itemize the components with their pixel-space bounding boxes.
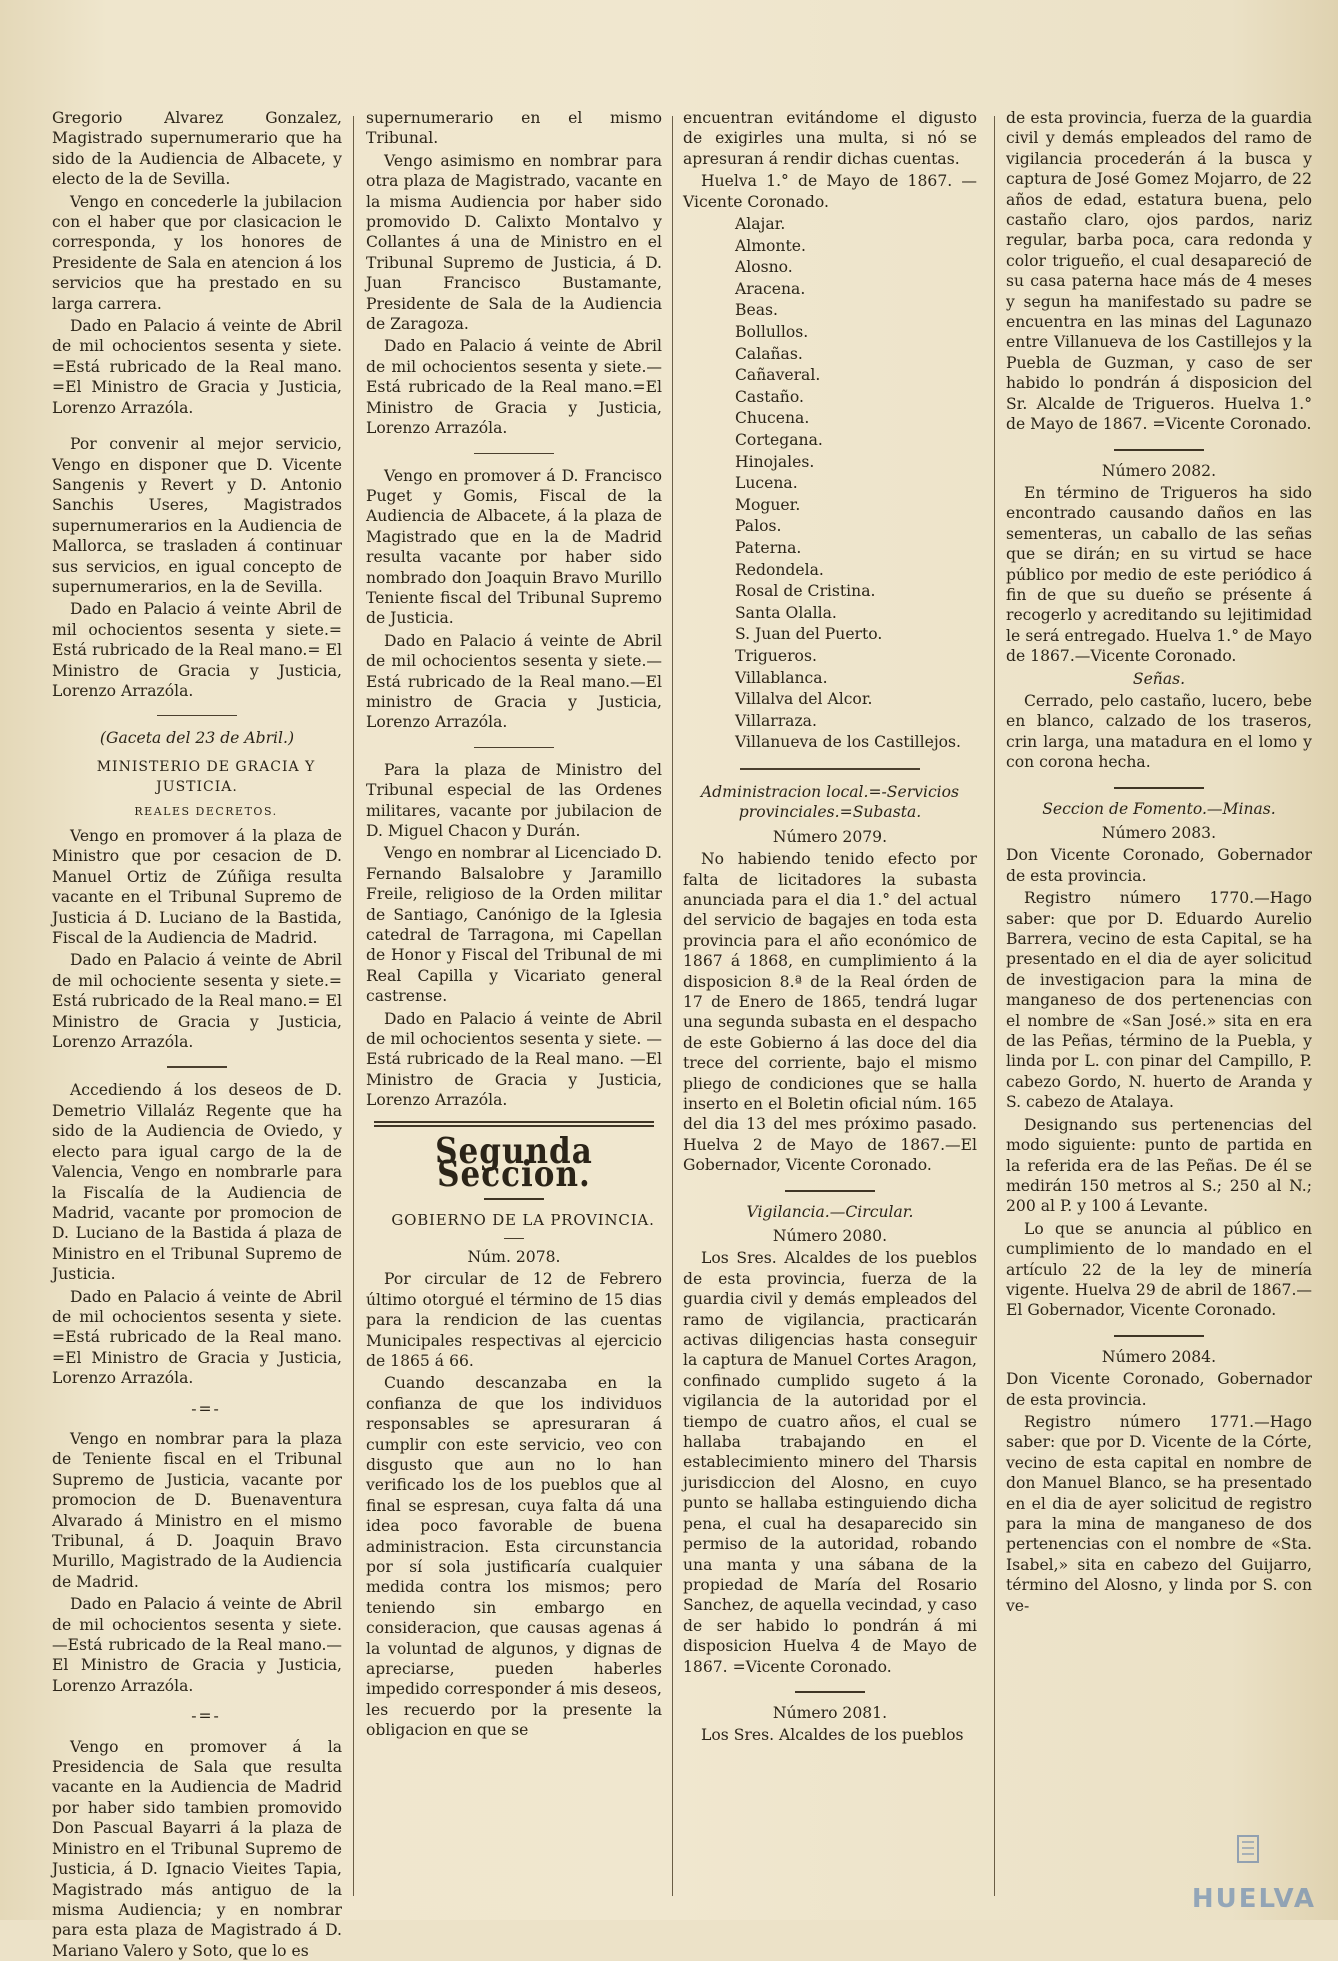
town-list-item: Alosno. [735, 258, 793, 277]
paragraph: de esta provincia, fuerza de la guardia civil y demás empleados del ramo de vigilancia procederán á la busca y captura de José Gomez Mojarro, de 22 años de edad, estatura buena, pelo castaño claro, ojos pardos, nariz regular, barba poca, cara redonda y color trigueño, el cual desapareció de su casa paterna hace más de 4 meses y segun ha manifestado su padre se encuentra en las minas del Lagunazo entre Villanueva de los Castillejos y la Puebla de Guzman, y caso de ser habido lo pondrán á disposicion del Sr. Alcalde de Trigueros. Huelva 1.° de Mayo de 1867. =Vicente Coronado. [1006, 109, 1312, 434]
paragraph: Registro número 1770.—Hago saber: que por D. Eduardo Aurelio Barrera, vecino de esta Capital, se ha presentado en el dia de ayer solicitud de investigacion para la mina de manganeso de dos pertenencias con el nombre de «San José.» sita en era de las Peñas, término de la Puebla, y linda por L. con pinar del Campillo, P. cabezo Gordo, N. huerto de Aranda y S. cabezo de Atalaya. [1006, 889, 1312, 1112]
town-list-item: Lucena. [735, 474, 798, 493]
government-heading: GOBIERNO DE LA PROVINCIA. [391, 1210, 655, 1229]
paragraph: Vengo en concederle la jubilacion con el haber que por clasicacion le corresponda, y los honores de Presidente de Sala en atencion á los servicios que ha prestado en su larga carrera. [52, 192, 342, 313]
paragraph: Los Sres. Alcaldes de los pueblos de esta provincia, fuerza de la guardia civil y demás empleados del ramo de vigilancia, practicarán activas diligencias hasta conseguir la captura de Manuel Cortes Aragon, confinado cumplido sugeto á la vigilancia de la autoridad por el tiempo de cuatro años, el cual se hallaba trabajando en el establecimiento minero del Tharsis jurisdiccion del Alosno, en cuyo punto se hallaba estinguiendo dicha pena, el cual ha desaparecido sin permiso de la autoridad, robando una manta y una sábana de la propiedad de María del Rosario Sanchez, de aquella vecindad, y caso de ser habido lo pondrán á mi disposicion Huelva 4 de Mayo de 1867. =Vicente Coronado. [683, 1249, 977, 1676]
paragraph: Para la plaza de Ministro del Tribunal especial de las Ordenes militares, vacante por jubilacion de D. Miguel Chacon y Durán. [366, 760, 662, 840]
paragraph: Vengo en promover á la plaza de Ministro que por cesacion de D. Manuel Ortiz de Zúñiga resulta vacante en el Tribunal Supremo de Justicia á D. Luciano de la Bastida, Fiscal de la Audiencia de Madrid. [52, 827, 342, 948]
stamp-text: HUELVA [1191, 1884, 1316, 1914]
vigilance-heading: Vigilancia.—Circular. [746, 1202, 914, 1221]
town-list-item: Moguer. [735, 495, 801, 514]
paragraph: Dado en Palacio á veinte de Abril de mil ochocientos sesenta y siete.—Está rubricado de la Real mano.—El ministro de Gracia y Justicia, Lorenzo Arrazóla. [366, 631, 662, 732]
town-list-item: Chucena. [735, 409, 810, 428]
separator [167, 1066, 227, 1068]
column-2 [366, 108, 662, 1908]
town-list-item: Beas. [735, 301, 778, 320]
town-list-item: Villablanca. [735, 668, 828, 687]
town-list-item: Castaño. [735, 387, 804, 406]
paragraph: Cuando descanzaba en la confianza de que los individuos responsables se apresuraran á cumplir con este servicio, veo con disgusto que aun no lo han verificado los de los pueblos que al final se espresan, cuya falta dá una idea poco favorable de buena administracion. Esta circunstancia por sí sola justificaría cualquier medida contra los mismos; pero teniendo sin embargo en consideracion, que causas agenas á la voluntad de algunos, y dignas de apreciarse, pueden haberles impedido corresponder á mis deseos, les recuerdo por la presente la obligacion en que se [366, 1374, 662, 1740]
separator [484, 1198, 544, 1200]
paragraph: Vengo en promover á la Presidencia de Sala que resulta vacante en la Audiencia de Madrid por haber sido tambien promovido Don Pascual Bayarri á la plaza de Ministro en el Tribunal Supremo de Justicia, á D. Ignacio Vieites Tapia, Magistrado más antiguo de la misma Audiencia; y en nombrar para esta plaza de Magistrado á D. Mariano Valero y Soto, que lo es [52, 1737, 342, 1960]
town-list-item: Trigueros. [735, 646, 817, 665]
separator [785, 1190, 875, 1192]
town-list-item: Santa Olalla. [735, 603, 837, 622]
section-title: Segunda Seccion. [435, 1130, 593, 1196]
column-4 [1006, 108, 1312, 1908]
town-list-item: Redondela. [735, 560, 824, 579]
admin-heading: Administracion local.=-Servicios provinciales.=Subasta. [700, 782, 960, 822]
column-rule [672, 116, 673, 1896]
separator [157, 715, 237, 716]
town-list-item: Paterna. [735, 538, 802, 557]
notice-number: Número 2079. [772, 827, 888, 846]
separator [504, 1238, 524, 1239]
paragraph: Dado en Palacio á veinte de Abril de mil ochocientos sesenta y siete. =Está rubricado de la Real mano. =El Ministro de Gracia y Justicia, Lorenzo Arrazóla. [52, 317, 342, 417]
gaceta-note: (Gaceta del 23 de Abril.) [99, 729, 295, 748]
town-list-item: Calañas. [735, 344, 803, 363]
separator [795, 1691, 865, 1693]
paragraph: Don Vicente Coronado, Gobernador de esta provincia. [1006, 1370, 1312, 1409]
paragraph: Don Vicente Coronado, Gobernador de esta provincia. [1006, 846, 1312, 885]
separator [474, 453, 554, 454]
town-list-item: Villanueva de los Castillejos. [735, 733, 961, 752]
town-list-item: Villalva del Alcor. [735, 690, 873, 709]
notice-number: Número 2084. [1101, 1347, 1217, 1366]
double-rule [374, 1121, 654, 1127]
separator [1114, 787, 1204, 789]
town-list [683, 214, 977, 754]
paragraph: supernumerario en el mismo Tribunal. [366, 109, 662, 148]
paragraph: Huelva 1.° de Mayo de 1867. —Vicente Coronado. [683, 172, 977, 211]
notice-number: Número 2081. [772, 1703, 888, 1722]
paragraph: Vengo en promover á D. Francisco Puget y Gomis, Fiscal de la Audiencia de Albacete, á la plaza de Magistrado que en la de Madrid resulta vacante por haber sido nombrado don Joaquin Bravo Murillo Teniente fiscal del Tribunal Supremo de Justicia. [366, 466, 662, 628]
town-list-item: Hinojales. [735, 452, 815, 471]
paragraph: Vengo en nombrar para la plaza de Teniente fiscal en el Tribunal Supremo de Justicia, vacante por promocion de D. Buenaventura Alvarado á Ministro en el mismo Tribunal, á D. Joaquin Bravo Murillo, Magistrado de la Audiencia de Madrid. [52, 1429, 342, 1591]
paragraph: Designando sus pertenencias del modo siguiente: punto de partida en la referida era de las Peñas. De él se medirán 150 metros al S.; 250 al N.; 200 al P. y 100 á Levante. [1006, 1115, 1312, 1216]
paragraph: No habiendo tenido efecto por falta de licitadores la subasta anunciada para el dia 1.° del actual del servicio de bagajes en toda esta provincia para el año económico de 1867 á 1868, en cumplimiento á la disposicion 8.ª de la Real órden de 17 de Enero de 1865, tendrá lugar una segunda subasta en el despacho de este Gobierno á las doce del dia trece del corriente, bajo el mismo pliego de condiciones que se halla inserto en el Boletin oficial núm. 165 del dia 13 del mes próximo pasado. Huelva 2 de Mayo de 1867.—El Gobernador, Vicente Coronado. [683, 850, 977, 1175]
ministry-heading: MINISTERIO DE GRACIA Y JUSTICIA. [96, 758, 316, 796]
paragraph: Lo que se anuncia al público en cumplimiento de lo mandado en el artículo 22 de la ley de minería vigente. Huelva 29 de abril de 1867.—El Gobernador, Vicente Coronado. [1006, 1219, 1312, 1320]
separator [474, 747, 554, 748]
paragraph: Dado en Palacio á veinte de Abril de mil ochocientos sesenta y siete. —Está rubricado de la Real mano. —El Ministro de Gracia y Justicia, Lorenzo Arrazóla. [366, 1009, 662, 1110]
paragraph: Vengo asimismo en nombrar para otra plaza de Magistrado, vacante en la misma Audiencia por haber sido promovido D. Calixto Montalvo y Collantes á una de Ministro en el Tribunal Supremo de Justicia, á D. Juan Francisco Bustamante, Presidente de Sala de la Audiencia de Zaragoza. [366, 151, 662, 334]
paragraph: Registro número 1771.—Hago saber: que por D. Vicente de la Córte, vecino de esta capital en nombre de don Manuel Blanco, se ha presentado en el dia de ayer solicitud de registro para la mina de manganeso de dos pertenencias con el nombre de «Sta. Isabel,» sita en cabezo del Guijarro, término del Alosno, y linda por S. con ve- [1006, 1412, 1312, 1615]
paragraph: Accediendo á los deseos de D. Demetrio Villaláz Regente que ha sido de la Audiencia de Oviedo, y electo para igual cargo de la de Valencia, Vengo en nombrarle para la Fiscalía de la Audiencia de Madrid, vacante por promocion de D. Luciano de la Bastida á plaza de Ministro en el Tribunal Supremo de Justicia. [52, 1081, 342, 1284]
paragraph: Cerrado, pelo castaño, lucero, bebe en blanco, calzado de los traseros, crin larga, una matadura en el lomo y con corona hecha. [1006, 691, 1312, 772]
column-1 [52, 108, 342, 1960]
paragraph: Los Sres. Alcaldes de los pueblos [701, 1726, 964, 1745]
town-list-item: Villarraza. [735, 711, 817, 730]
town-list-item: Rosal de Cristina. [735, 582, 876, 601]
column-rule [994, 116, 995, 1896]
town-list-item: Palos. [735, 517, 782, 536]
separator [740, 768, 920, 770]
fomento-heading: Seccion de Fomento.—Minas. [1042, 799, 1276, 818]
notice-number: Número 2082. [1101, 461, 1217, 480]
town-list-item: Alajar. [735, 215, 786, 234]
separator [1114, 1335, 1204, 1337]
paragraph: Dado en Palacio á veinte de Abril de mil ochocientos sesenta y siete. =Está rubricado de la Real mano. =El Ministro de Gracia y Justicia, Lorenzo Arrazóla. [52, 1287, 342, 1388]
separator [1114, 449, 1204, 451]
town-list-item: Cañaveral. [735, 366, 821, 385]
town-list-item: Cortegana. [735, 430, 823, 449]
paragraph: encuentran evitándome el digusto de exigirles una multa, si nó se apresuran á rendir dichas cuentas. [683, 109, 977, 168]
town-list-item: Almonte. [735, 236, 806, 255]
town-list-item: Aracena. [735, 279, 806, 298]
paragraph: Dado en Palacio á veinte de Abril de mil ochocientos sesenta y siete.—Está rubricado de la Real mano.—El Ministro de Gracia y Justicia, Lorenzo Arrazóla. [52, 1595, 342, 1695]
paragraph: Dado en Palacio á veinte de Abril de mil ochocientos sesenta y siete.—Está rubricado de la Real mano.=El Ministro de Gracia y Justicia, Lorenzo Arrazóla. [366, 337, 662, 438]
paragraph: Dado en Palacio á veinte Abril de mil ochocientos sesenta y siete.= Está rubricado de la Real mano.= El Ministro de Gracia y Justicia, Lorenzo Arrazóla. [52, 600, 342, 700]
notice-number: Núm. 2078. [467, 1247, 561, 1266]
paragraph: Por convenir al mejor servicio, Vengo en disponer que D. Vicente Sangenis y Revert y D. Antonio Sanchis Useres, Magistrados supernumerarios en la Audiencia de Mallorca, se trasladen á continuar sus servicios, en igual concepto de supernumerarios, en la de Sevilla. [52, 435, 342, 596]
decrees-heading: REALES DECRETOS. [134, 804, 278, 818]
dash-separator: -=- [191, 1707, 221, 1726]
column-3 [683, 108, 977, 1908]
column-rule [353, 116, 354, 1896]
dash-separator: -=- [191, 1399, 221, 1418]
paragraph: En término de Trigueros ha sido encontrado causando daños en las sementeras, un caballo de las señas que se dirán; en su virtud se hace público por medio de este periódico á fin de que su dueño se présente á recogerlo y acreditando su lejitimidad le será entregado. Huelva 1.° de Mayo de 1867.—Vicente Coronado. [1006, 483, 1312, 666]
paragraph: Gregorio Alvarez Gonzalez, Magistrado supernumerario que ha sido de la Audiencia de Albacete, y electo de la de Sevilla. [52, 109, 342, 189]
town-list-item: S. Juan del Puerto. [735, 625, 883, 644]
town-list-item: Bollullos. [735, 323, 809, 341]
paragraph: Vengo en nombrar al Licenciado D. Fernando Balsalobre y Jaramillo Freile, religioso de la Orden militar de Santiago, Canónigo de la Iglesia catedral de Tarragona, mi Capellan de Honor y Fiscal del Tribunal de mi Real Capilla y Vicariato general castrense. [366, 844, 662, 1006]
paragraph: Dado en Palacio á veinte de Abril de mil ochociente sesenta y siete.= Está rubricado de la Real mano.= El Ministro de Gracia y Justicia, Lorenzo Arrazóla. [52, 951, 342, 1052]
notice-number: Número 2083. [1101, 824, 1217, 842]
signs-heading: Señas. [1132, 669, 1186, 688]
notice-number: Número 2080. [772, 1227, 888, 1245]
paragraph: Por circular de 12 de Febrero último otorgué el término de 15 dias para la rendicion de las cuentas Municipales respectivas al ejercicio de 1865 á 66. [366, 1270, 662, 1370]
